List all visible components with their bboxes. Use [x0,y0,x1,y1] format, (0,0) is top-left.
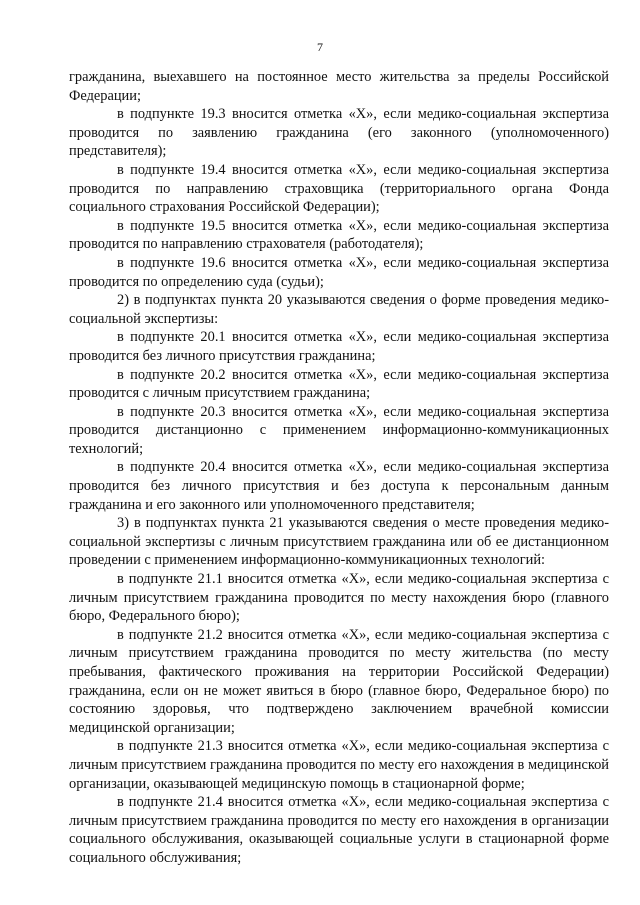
paragraph: в подпункте 21.4 вносится отметка «Х», если медико-социальная экспертиза с личным присутствием гражданина проводится по месту его нахождения в организации социального обслуживания, оказывающей социальные услуги в стационарной форме социального обслуживания; [69,794,609,866]
paragraph: в подпункте 20.1 вносится отметка «Х», если медико-социальная экспертиза проводится без личного присутствия гражданина; [69,329,609,364]
paragraph: в подпункте 20.3 вносится отметка «Х», если медико-социальная экспертиза проводится дистанционно с применением информационно-коммуникационных технологий; [69,403,609,457]
paragraph: гражданина, выехавшего на постоянное место жительства за пределы Российской Федерации; [69,69,609,104]
paragraph: 3) в подпунктах пункта 21 указываются сведения о месте проведения медико-социальной экспертизы с личным присутствием гражданина или об ее дистанционном проведении с применением информационно-коммуникационных технологий: [69,515,609,569]
paragraph: в подпункте 21.2 вносится отметка «Х», если медико-социальная экспертиза с личным присутствием гражданина проводится по месту жительства (по месту пребывания, фактического проживания на территории Российской Федерации) гражданина, если он не может явиться в бюро (главное бюро, Федеральное бюро) по состоянию здоровья, что подтверждено заключением врачебной комиссии медицинской организации; [69,626,609,736]
paragraph: в подпункте 19.3 вносится отметка «Х», если медико-социальная экспертиза проводится по заявлению гражданина (его законного (уполномоченного) представителя); [69,106,609,160]
paragraph: в подпункте 20.4 вносится отметка «Х», если медико-социальная экспертиза проводится без личного присутствия и без доступа к персональным данным гражданина и его законного или уполномоченного представителя; [69,459,609,513]
document-body [69,68,609,868]
paragraph: 2) в подпунктах пункта 20 указываются сведения о форме проведения медико-социальной экспертизы: [69,292,609,327]
paragraph: в подпункте 19.6 вносится отметка «Х», если медико-социальная экспертиза проводится по определению суда (судьи); [69,254,609,290]
paragraph: в подпункте 19.5 вносится отметка «Х», если медико-социальная экспертиза проводится по направлению страхователя (работодателя); [69,217,609,253]
paragraph: в подпункте 21.1 вносится отметка «Х», если медико-социальная экспертиза с личным присутствием гражданина проводится по месту нахождения бюро (главного бюро, Федерального бюро); [69,571,609,625]
paragraph: в подпункте 20.2 вносится отметка «Х», если медико-социальная экспертиза проводится с личным присутствием гражданина; [69,366,609,402]
paragraph: в подпункте 21.3 вносится отметка «Х», если медико-социальная экспертиза с личным присутствием гражданина проводится по месту его нахождения в медицинской организации, оказывающей медицинскую помощь в стационарной форме; [69,738,609,792]
page-number: 7 [317,40,323,54]
paragraph: в подпункте 19.4 вносится отметка «Х», если медико-социальная экспертиза проводится по направлению страховщика (территориального органа Фонда социального страхования Российской Федерации); [69,161,609,216]
